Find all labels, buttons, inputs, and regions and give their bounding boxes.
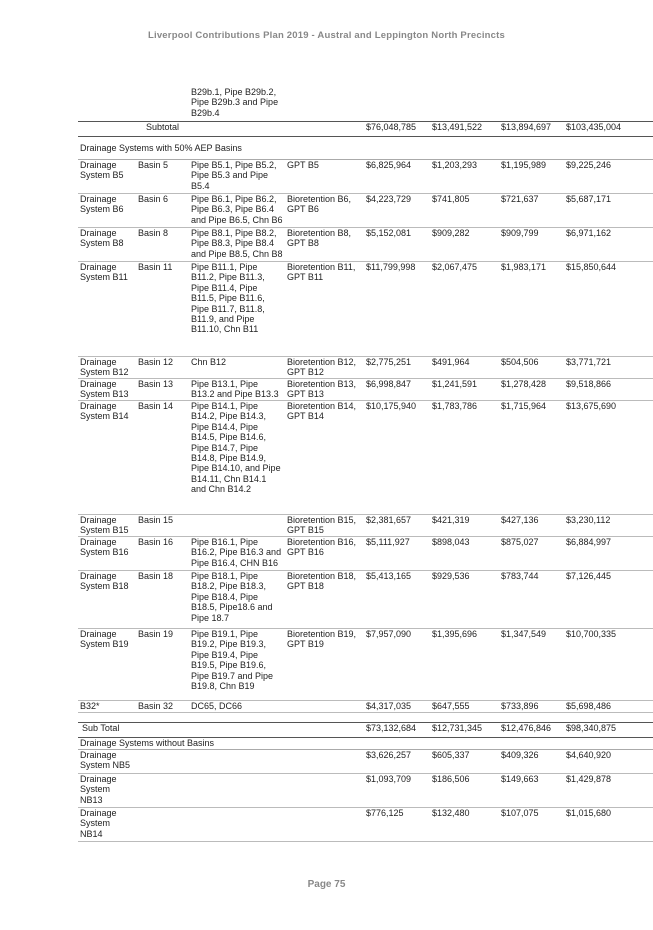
cell-drainage-system: Drainage System B18 (78, 571, 136, 629)
cell-value: $491,964 (430, 357, 499, 379)
cell-value: $76,048,785 (364, 122, 430, 137)
cell-basin: Basin 16 (136, 537, 189, 571)
cell-drainage-system: Drainage System NB14 (78, 808, 136, 842)
cell-value: $776,125 (364, 808, 430, 842)
table-row (78, 228, 653, 262)
table-row (78, 537, 653, 571)
cell-value: $1,347,549 (499, 629, 564, 701)
cell-value: $73,132,684 (364, 723, 430, 738)
cell-pipes: B29b.1, Pipe B29b.2, Pipe B29b.3 and Pipe B29b.4 (191, 87, 279, 118)
cell-value: $12,476,846 (499, 723, 564, 738)
cell-drainage-system: Drainage System B5 (78, 160, 136, 194)
cell-pipes: Pipe B5.1, Pipe B5.2, Pipe B5.3 and Pipe B5.4 (189, 160, 285, 194)
cell-pipes: Pipe B13.1, Pipe B13.2 and Pipe B13.3 (189, 379, 285, 401)
cell-water-quality: Bioretention B14, GPT B14 (285, 401, 364, 515)
cell-drainage-system: Drainage System NB5 (78, 750, 136, 774)
cell-pipes: Pipe B14.1, Pipe B14.2, Pipe B14.3, Pipe B14.4, Pipe B14.5, Pipe B14.6, Pipe B14.7, Pipe B14.8, Pipe B14.9, Pipe B14.10, and Pipe B14.11, Chn B14.1 and Chn B14.2 (189, 401, 285, 515)
subtotal-label: Subtotal (78, 122, 364, 137)
table-row (78, 571, 653, 629)
table-row (78, 357, 653, 379)
cell-value: $1,278,428 (499, 379, 564, 401)
cell-value: $909,282 (430, 228, 499, 262)
cell-value: $427,136 (499, 515, 564, 537)
cell-value: $15,850,644 (564, 262, 653, 357)
cell-value: $132,480 (430, 808, 499, 842)
cell-value: $409,326 (499, 750, 564, 774)
cell-value: $5,152,081 (364, 228, 430, 262)
cell-water-quality: Bioretention B12, GPT B12 (285, 357, 364, 379)
continuation-row (78, 87, 653, 122)
table-row (78, 808, 653, 842)
subtotal-label: Sub Total (78, 723, 364, 738)
cell-value: $13,675,690 (564, 401, 653, 515)
cell-value: $2,775,251 (364, 357, 430, 379)
table-row (78, 401, 653, 515)
cell-drainage-system: Drainage System B12 (78, 357, 136, 379)
cell-value: $4,640,920 (564, 750, 653, 774)
cell-drainage-system: Drainage System B13 (78, 379, 136, 401)
cell-pipes: Pipe B6.1, Pipe B6.2, Pipe B6.3, Pipe B6.4 and Pipe B6.5, Chn B6 (189, 194, 285, 228)
cell-value: $11,799,998 (364, 262, 430, 357)
cell-value: $10,700,335 (564, 629, 653, 701)
cell-value: $898,043 (430, 537, 499, 571)
cell-pipes (189, 515, 285, 537)
cell-water-quality (285, 774, 364, 808)
cell-value: $1,015,680 (564, 808, 653, 842)
cell-value: $6,884,997 (564, 537, 653, 571)
cell-basin: Basin 14 (136, 401, 189, 515)
cell-drainage-system: Drainage System B11 (78, 262, 136, 357)
cell-drainage-system: Drainage System B8 (78, 228, 136, 262)
cell-basin: Basin 15 (136, 515, 189, 537)
cell-pipes (189, 750, 285, 774)
cell-pipes: DC65, DC66 (189, 701, 285, 713)
cell-value: $7,126,445 (564, 571, 653, 629)
cell-value: $783,744 (499, 571, 564, 629)
table-row (78, 379, 653, 401)
cell-water-quality: Bioretention B19, GPT B19 (285, 629, 364, 701)
cell-value: $1,203,293 (430, 160, 499, 194)
cell-basin (136, 808, 189, 842)
cell-value: $4,223,729 (364, 194, 430, 228)
cell-value: $5,698,486 (564, 701, 653, 713)
cell-drainage-system: Drainage System B14 (78, 401, 136, 515)
cell-pipes: Pipe B19.1, Pipe B19.2, Pipe B19.3, Pipe B19.4, Pipe B19.5, Pipe B19.6, Pipe B19.7 and Pipe B19.8, Chn B19 (189, 629, 285, 701)
cell-basin: Basin 18 (136, 571, 189, 629)
cell-value: $6,825,964 (364, 160, 430, 194)
cell-value: $5,111,927 (364, 537, 430, 571)
subtotal-row (78, 122, 653, 137)
cell-pipes: Pipe B18.1, Pipe B18.2, Pipe B18.3, Pipe B18.4, Pipe B18.5, Pipe18.6 and Pipe 18.7 (189, 571, 285, 629)
cell-pipes (189, 808, 285, 842)
table-row (78, 750, 653, 774)
cell-value: $103,435,004 (564, 122, 653, 137)
section-heading: Drainage Systems without Basins (78, 738, 653, 750)
cell-water-quality: Bioretention B18, GPT B18 (285, 571, 364, 629)
cell-basin: Basin 13 (136, 379, 189, 401)
spacer-row (78, 713, 653, 723)
table-row (78, 160, 653, 194)
cell-value: $875,027 (499, 537, 564, 571)
cell-value: $13,491,522 (430, 122, 499, 137)
cell-water-quality: GPT B5 (285, 160, 364, 194)
cell-value: $7,957,090 (364, 629, 430, 701)
cell-value: $1,241,591 (430, 379, 499, 401)
cell-value: $9,225,246 (564, 160, 653, 194)
cell-value: $647,555 (430, 701, 499, 713)
cell-value: $929,536 (430, 571, 499, 629)
section-heading-row (78, 738, 653, 750)
contributions-table (78, 87, 653, 842)
cell-value: $504,506 (499, 357, 564, 379)
table-row (78, 194, 653, 228)
cell-basin: Basin 19 (136, 629, 189, 701)
cell-pipes: Pipe B8.1, Pipe B8.2, Pipe B8.3, Pipe B8.4 and Pipe B8.5, Chn B8 (189, 228, 285, 262)
cell-drainage-system: Drainage System B6 (78, 194, 136, 228)
cell-value: $3,230,112 (564, 515, 653, 537)
cell-value: $1,395,696 (430, 629, 499, 701)
cell-value: $741,805 (430, 194, 499, 228)
cell-value: $186,506 (430, 774, 499, 808)
page-header: Liverpool Contributions Plan 2019 - Austral and Leppington North Precincts (147, 30, 505, 41)
cell-value: $3,626,257 (364, 750, 430, 774)
cell-value: $6,998,847 (364, 379, 430, 401)
table-row (78, 262, 653, 357)
cell-drainage-system: Drainage System B16 (78, 537, 136, 571)
cell-basin: Basin 11 (136, 262, 189, 357)
cell-basin (136, 774, 189, 808)
cell-water-quality: Bioretention B11, GPT B11 (285, 262, 364, 357)
cell-value: $1,783,786 (430, 401, 499, 515)
cell-pipes (189, 774, 285, 808)
cell-water-quality: Bioretention B13, GPT B13 (285, 379, 364, 401)
cell-value: $421,319 (430, 515, 499, 537)
cell-drainage-system: B32* (78, 701, 136, 713)
cell-pipes: Pipe B16.1, Pipe B16.2, Pipe B16.3 and Pipe B16.4, CHN B16 (189, 537, 285, 571)
cell-value: $1,093,709 (364, 774, 430, 808)
cell-water-quality (285, 701, 364, 713)
cell-value: $1,429,878 (564, 774, 653, 808)
cell-value: $107,075 (499, 808, 564, 842)
table-row (78, 701, 653, 713)
cell-value: $4,317,035 (364, 701, 430, 713)
cell-value: $3,771,721 (564, 357, 653, 379)
cell-value: $909,799 (499, 228, 564, 262)
cell-value: $98,340,875 (564, 723, 653, 738)
cell-drainage-system: Drainage System NB13 (78, 774, 136, 808)
table-row (78, 629, 653, 701)
cell-value: $13,894,697 (499, 122, 564, 137)
cell-value: $5,687,171 (564, 194, 653, 228)
section-heading-row (78, 137, 653, 160)
cell-basin (136, 750, 189, 774)
cell-water-quality: Bioretention B15, GPT B15 (285, 515, 364, 537)
cell-value: $1,715,964 (499, 401, 564, 515)
cell-drainage-system: Drainage System B15 (78, 515, 136, 537)
cell-drainage-system: Drainage System B19 (78, 629, 136, 701)
cell-water-quality: Bioretention B6, GPT B6 (285, 194, 364, 228)
cell-basin: Basin 32 (136, 701, 189, 713)
page-number: Page 75 (307, 879, 346, 890)
cell-value: $10,175,940 (364, 401, 430, 515)
cell-value: $2,381,657 (364, 515, 430, 537)
cell-value: $1,983,171 (499, 262, 564, 357)
cell-basin: Basin 8 (136, 228, 189, 262)
cell-basin: Basin 5 (136, 160, 189, 194)
cell-value: $5,413,165 (364, 571, 430, 629)
cell-water-quality (285, 750, 364, 774)
table-row (78, 774, 653, 808)
cell-water-quality (285, 808, 364, 842)
cell-pipes: Chn B12 (189, 357, 285, 379)
cell-value: $9,518,866 (564, 379, 653, 401)
table-row (78, 515, 653, 537)
section-heading: Drainage Systems with 50% AEP Basins (78, 137, 653, 160)
cell-basin: Basin 6 (136, 194, 189, 228)
cell-value: $1,195,989 (499, 160, 564, 194)
cell-water-quality: Bioretention B8, GPT B8 (285, 228, 364, 262)
cell-value: $721,637 (499, 194, 564, 228)
cell-value: $2,067,475 (430, 262, 499, 357)
cell-water-quality: Bioretention B16, GPT B16 (285, 537, 364, 571)
cell-value: $149,663 (499, 774, 564, 808)
cell-value: $605,337 (430, 750, 499, 774)
cell-value: $6,971,162 (564, 228, 653, 262)
cell-value: $733,896 (499, 701, 564, 713)
cell-pipes: Pipe B11.1, Pipe B11.2, Pipe B11.3, Pipe B11.4, Pipe B11.5, Pipe B11.6, Pipe B11.7, B11.8, B11.9, and Pipe B11.10, Chn B11 (189, 262, 285, 357)
cell-basin: Basin 12 (136, 357, 189, 379)
subtotal-row (78, 723, 653, 738)
cell-value: $12,731,345 (430, 723, 499, 738)
